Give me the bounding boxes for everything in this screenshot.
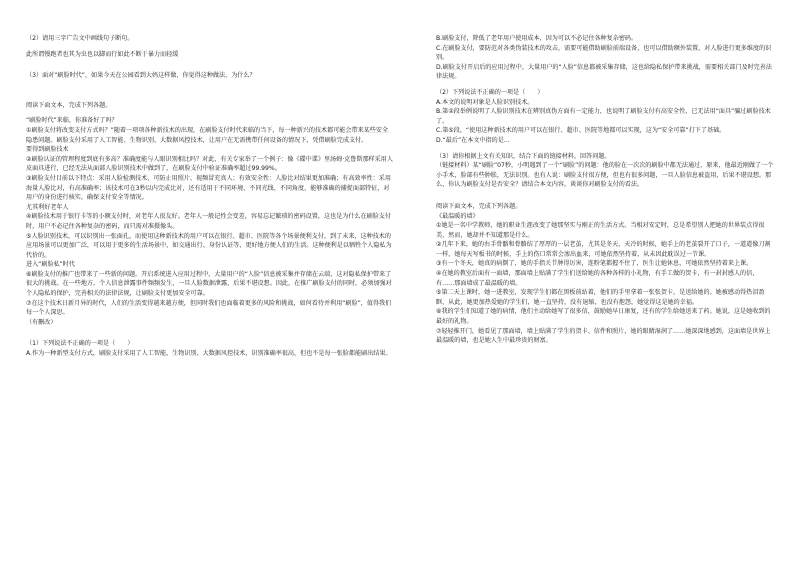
question-2b-option-c: C.第⑤段，“使用这种新技术的用户可以在银行、超市、医院等地都可以实现，这为“安全可靠”打下了基础。	[436, 127, 726, 135]
question-2b-option-a: A.本文的说明对象是人脸识别技术。	[436, 98, 534, 106]
story-paragraph-1: ①她是一名中学教师，她的职业生涯改变了她那坚实与刚正的生活方式。当相对安定时，总是希望别人把她的世界装点得很美，然而，她却并不知道那是什么。	[436, 222, 765, 239]
reading-header-2: 阅读下面文本，完成下列各题。	[436, 202, 522, 210]
source-note: （有删改）	[26, 318, 57, 326]
paragraph-1: ①刷脸支付将改变支付方式吗？”随着一项项各种新技术的出现，在刷脸支付时代来临的当下，每一种新兴的技术都可能会带来某些安全隐患问题。刷脸支付采用了人工智能、生物识别、大数据风控技术，让用户在无需携带任何设备的情况下，凭借刷脸完成支付。	[26, 126, 389, 144]
question-2-sentence: 此所谓慢跑者也其为虫也以脚而行如此不断于暴力而轻缓	[26, 50, 179, 58]
question-1-option-d: D.刷脸支付开启后的应用过程中，大量用户的“人脸”信息都被采集存储，这也给隐私保护带来挑战，需要相关部门及时完善法律法规。	[436, 63, 772, 81]
subheading-2: 尤其利好老年人	[26, 203, 69, 211]
question-3b-label: （3）请你根据上文有关知识，结合下面的链接材料，回答问题。	[436, 152, 611, 160]
question-2b-option-b: B.第②段举例说明了人脸识别技术在辨别真伪方面有一定能力，也说明了刷脸支付有高安全性，已无法用“面具”骗过刷脸技术了。	[436, 108, 771, 125]
question-3b-material: （链接材料）某“刷脸”07秒，小明遇到了一个“刷脸”的问题：他的脸在一次次的刷脸中都无法通过，原来，他最近刚做了一个小手术，脸部有些肿胀，无法识别。也有人说：刷脸支付很方便，但也有很多问题，一旦人脸信息被盗用，后果不堪设想。那么，你认为刷脸支付是否安全？请结合本文内容，谈谈你对刷脸支付的看法。	[436, 162, 774, 189]
question-2b-label: （2）下列说法不正确的一项是（ ）	[436, 88, 544, 96]
story-paragraph-6: ⑥我的学生们知道了她的病情，他们主动给她写了很多信，鼓励她早日康复，还有的学生给她送来了药。她说，这是她收到的最好的礼物。	[436, 308, 771, 326]
question-3-label: （3）面对“刷脸时代”，如果今天在公园看到大妈这样做，你觉得这种做法，为什么？	[26, 72, 256, 80]
question-2-label: （2）请用三字广告文中画线句子断句。	[26, 35, 134, 42]
right-column	[436, 34, 774, 346]
paragraph-2: ②刷脸认证的管理程度到底有多高？准确度能与人眼识别相比吗？对此，有关专家举了一个例子：像《碟中谍》里汤姆·克鲁斯那样采用人皮面具进行，已经无法从面部人脸识别技术中做到了，在刷脸支付中验证准确率超过99.99%。	[26, 155, 393, 173]
paragraph-3: ③刷脸支付目前以下特点：采用人脸检测技术，可防止用照片、视频冒充真人；有效安全性：人脸比对结果更加准确；有高效率性：采用海量人脸比对，有高准确率；该技术可在3秒以内完成比对，还有适用于不同环境、不同光线、不同角度，能够准确的捕捉面部特征，对用户的身份进行核实，确保支付安全等情况。	[26, 174, 391, 202]
paragraph-7: ⑦在这个技术日新月异的时代，人们的生活变得越来越方便，但同时我们也面临着更多的风险和挑战，如何看待并利用“刷脸”，值得我们每一个人深思。	[26, 299, 392, 317]
article-title: “刷脸时代”来临，你准备好了吗？	[26, 117, 118, 125]
story-title: 《最温暖的墙》	[436, 212, 479, 220]
story-paragraph-7: ⑦轻轻推开门，她看见了那面墙，墙上贴满了学生的贺卡、信件和照片，她的眼睛湿润了……她深深地感到，这面墙是世界上最温暖的墙，也是她人生中最珍贵的财富。	[436, 327, 771, 345]
story-paragraph-5: ⑤第二天上课时，她一进教室，发现学生们都在黑板前站着，他们的手里拿着一张张贺卡，是送给她的。她被感动得热泪盈眶，从此，她更加热爱她的学生们，她一直坚持，没有退缩，也没有抱怨，她觉得这是她的幸福。	[436, 289, 765, 306]
story-paragraph-4: ④在她的教室后面有一面墙，那面墙上贴满了学生们送给她的各种各样的小礼物，有手工做的贺卡，有一封封感人的信，有……那面墙成了最温暖的墙。	[436, 270, 759, 287]
subheading-3: 进入“刷脸私”时代	[26, 261, 75, 269]
reading-header: 阅读下面文本，完成下列各题。	[26, 101, 112, 109]
question-1-label: （1）下列说法不正确的一项是（ ）	[26, 340, 134, 348]
story-paragraph-2: ②几年下来，她的右手骨骼和骨骼结了厚厚的一层老茧，尤其是冬天，天冷的时候，她手上的老茧裂开了口子，一道道像刀割一样，她每天写板书的时候，手上的伤口常常会渗出血来，可她依然坚持着，从未因此耽误过一节课。	[436, 241, 771, 258]
question-1-option-b: B.刷脸支付，降低了老年用户使用成本，因为可以不必记住各种复杂密码。	[436, 35, 638, 42]
question-1-option-c: C.在刷脸支付，要防范对各类伪装技术的攻击，需要可能借助刷脸前端设备，也可以借助额外装置，对人脸进行更多维度的识别。	[436, 44, 772, 62]
left-column	[26, 34, 394, 359]
paragraph-5: ⑤人脸识别技术，可以识别出一张面孔，而使用这种新技术的用户可以在银行、超市、医院等各个场景便利支付，到了未来，这种技术的应用场景可以更加广泛，可以用于更多的生活场景中，如交通出行、身份认证等，更好地方便人们的生活。这种便利是以牺牲个人隐私为代价的。	[26, 232, 392, 259]
subheading-1: 要得到刷脸技术	[26, 146, 69, 154]
story-paragraph-3: ③有一个冬天，她真的病倒了，她的手指关节肿得厉害，连粉笔都握不住了，医生让她休息，可她依然坚持着来上课。	[436, 260, 753, 268]
paragraph-6: ⑥刷脸支付的推广也带来了一些新的问题。开启系统进入应用过程中，大量用户的“人脸”信息被采集并存储在云端，这对隐私保护带来了很大的挑战。在一些地方，个人信息泄露事件频频发生，一旦人脸数据泄露，后果不堪设想。因此，在推广刷脸支付的同时，必须加强对个人隐私的保护，完善相关的法律法规，让刷脸支付更加安全可靠。	[26, 270, 392, 298]
question-2b-option-d: D.“最后”在本文中指的是…	[436, 136, 510, 144]
paragraph-4: ④刷脸技术用于银行卡等的小额支付时，对老年人很友好。老年人一般记性会变差，容易忘记繁琐的密码设置，这也是为什么在刷脸支付时，用户不必记住各种复杂的密码，而只需对准摄像头。	[26, 213, 391, 230]
question-1-option-a: A.作为一种新型支付方式，刷脸支付采用了人工智能、生物识别、大数据风控技术，识别准确率很高，但也不是每一张脸都能刷出结果。	[26, 350, 392, 358]
